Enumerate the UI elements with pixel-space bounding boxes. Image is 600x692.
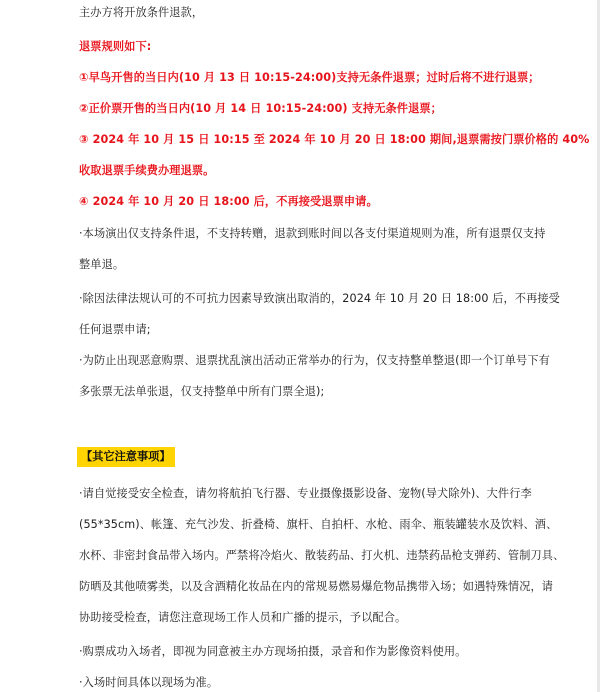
policy-1-line-2: 整单退。 xyxy=(79,258,125,271)
rule-3-line-2: 收取退票手续费办理退票。 xyxy=(79,164,215,177)
rule-2: ②正价票开售的当日内(10 月 14 日 10:15-24:00) 支持无条件退票； xyxy=(79,102,442,115)
refund-rules-title: 退票规则如下: xyxy=(79,40,152,53)
notes-1-line-4: 防晒及其他喷雾类，以及含酒精化妆品在内的常规易燃易爆危物品携带入场；如遇特殊情况，请 xyxy=(79,580,554,593)
policy-3-line-1: ·为防止出现恶意购票、退票扰乱演出活动正常举办的行为，仅支持整单整退(即一个订单号下有 xyxy=(79,354,550,367)
notes-3: ·入场时间具体以现场为准。 xyxy=(79,676,219,689)
intro-line: 主办方将开放条件退款， xyxy=(79,6,204,19)
notes-1-line-3: 水杯、非密封食品带入场内。严禁将冷焰火、散装药品、打火机、违禁药品枪支弹药、管制刀具、 xyxy=(79,549,565,562)
rule-3-line-1: ③ 2024 年 10 月 15 日 10:15 至 2024 年 10 月 20 日 18:00 期间,退票需按门票价格的 40% xyxy=(79,133,590,146)
notes-1-line-1: ·请自觉接受安全检查，请勿将航拍飞行器、专业摄像摄影设备、宠物(导犬除外)、大件行李 xyxy=(79,487,532,500)
other-notes-heading: 【其它注意事项】 xyxy=(77,447,175,467)
notes-2: ·购票成功入场者，即视为同意被主办方现场拍摄，录音和作为影像资料使用。 xyxy=(79,645,467,658)
policy-2-line-1: ·除因法律法规认可的不可抗力因素导致演出取消的，2024 年 10 月 20 日 18:00 后，不再接受 xyxy=(79,292,560,305)
rule-1: ①早鸟开售的当日内(10 月 13 日 10:15-24:00)支持无条件退票；过时后将不进行退票； xyxy=(79,71,540,84)
notes-1-line-2: (55*35cm)、帐篷、充气沙发、折叠椅、旗杆、自拍杆、水枪、雨伞、瓶装罐装水及饮料、酒、 xyxy=(79,518,558,531)
notes-1-line-5: 协助接受检查，请您注意现场工作人员和广播的提示，予以配合。 xyxy=(79,611,407,624)
rule-4: ④ 2024 年 10 月 20 日 18:00 后，不再接受退票申请。 xyxy=(79,195,378,208)
policy-2-line-2: 任何退票申请; xyxy=(79,323,151,336)
policy-1-line-1: ·本场演出仅支持条件退，不支持转赠，退款到账时间以各支付渠道规则为准，所有退票仅支持 xyxy=(79,227,546,240)
policy-3-line-2: 多张票无法单张退，仅支持整单中所有门票全退); xyxy=(79,385,325,398)
